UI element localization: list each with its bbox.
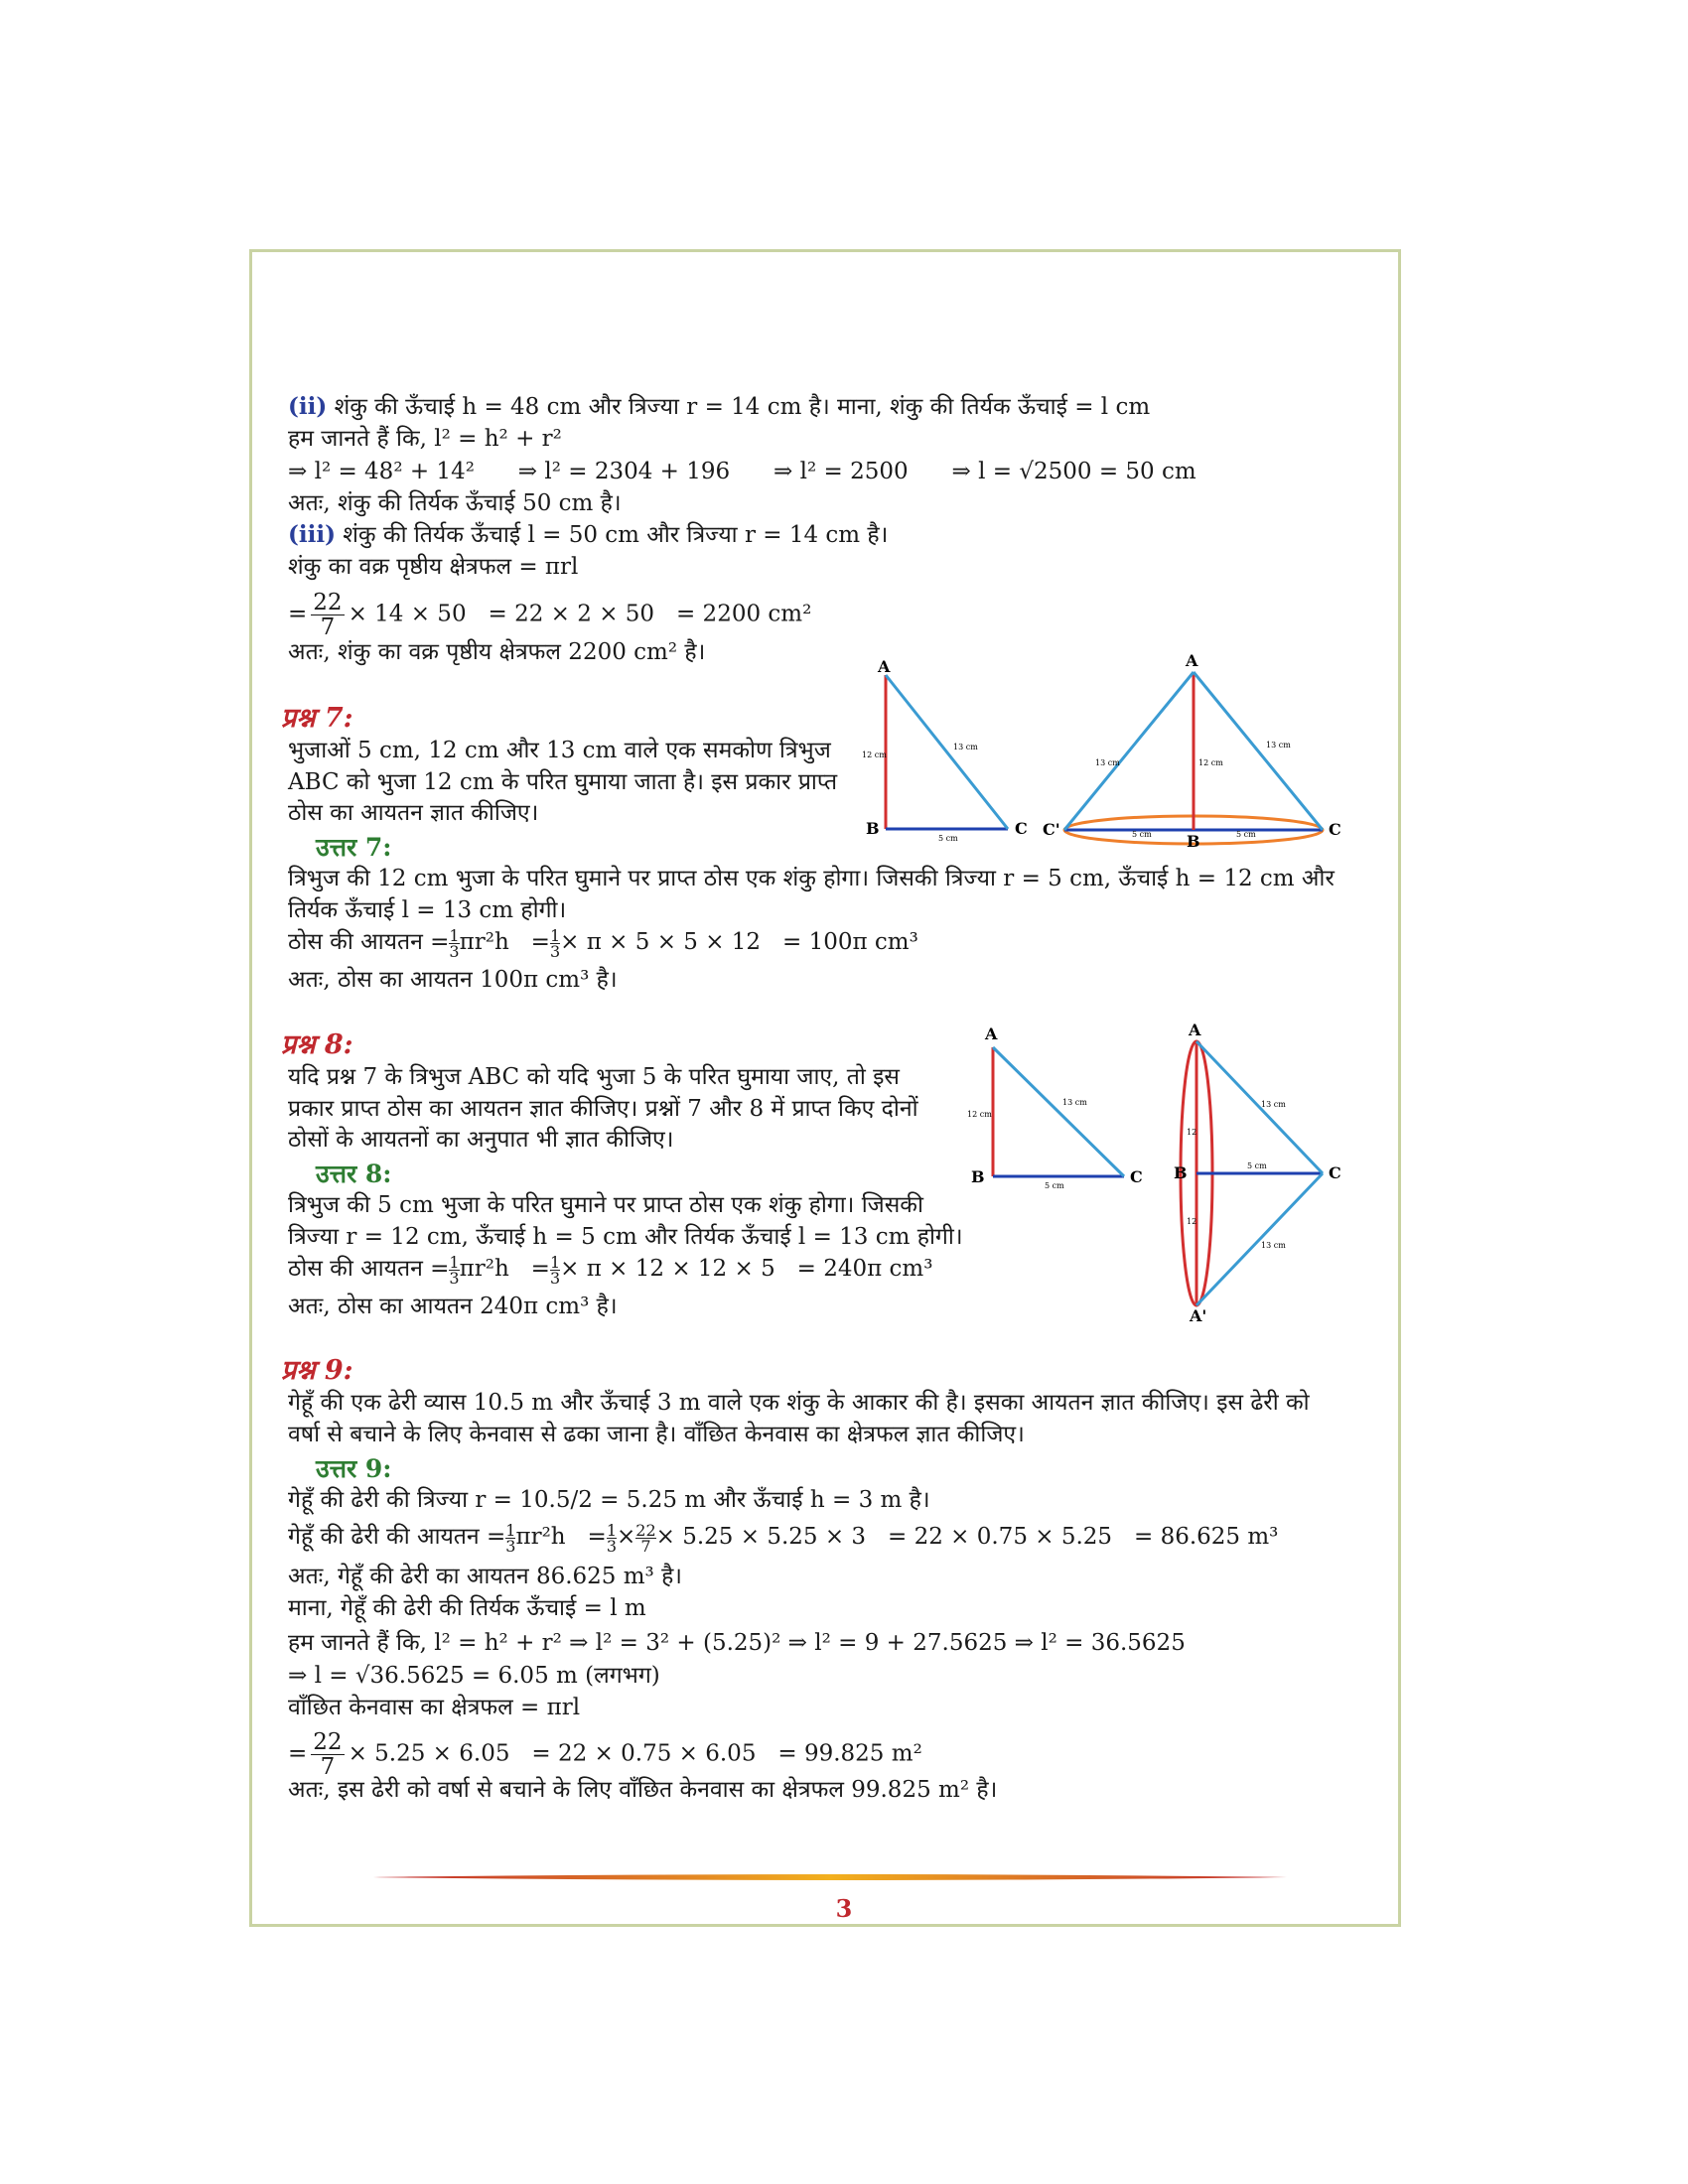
question-7-heading: प्रश्न 7: <box>281 703 353 734</box>
svg-text:12 cm: 12 cm <box>967 1110 992 1119</box>
formula-line: हम जानते हैं कि, l² = h² + r² <box>288 426 562 452</box>
svg-text:C: C <box>1329 820 1341 839</box>
q9-text-2: वर्षा से बचाने के लिए केनवास से ढका जाना है। वाँछित केनवास का क्षेत्रफल ज्ञात कीजिए। <box>288 1422 1025 1447</box>
a9-pythagoras: हम जानते हैं कि, l² = h² + r² ⇒ l² = 3² + (5.25)² ⇒ l² = 9 + 27.5625 ⇒ l² = 36.5625 <box>288 1630 1186 1656</box>
footer-rule <box>373 1872 1287 1882</box>
answer-8-heading: उत्तर 8: <box>316 1160 392 1188</box>
question-8-heading: प्रश्न 8: <box>281 1029 353 1060</box>
a8-conclusion: अतः, ठोस का आयतन 240π cm³ है। <box>288 1294 618 1319</box>
a7-conclusion: अतः, ठोस का आयतन 100π cm³ है। <box>288 967 618 993</box>
svg-text:B: B <box>866 819 880 838</box>
q7-text-3: ठोस का आयतन ज्ञात कीजिए। <box>288 800 539 826</box>
conclusion-line: अतः, शंकु की तिर्यक ऊँचाई 50 cm है। <box>288 490 622 516</box>
svg-text:13 cm: 13 cm <box>1095 758 1120 767</box>
svg-text:5 cm: 5 cm <box>1132 830 1152 839</box>
question-9-heading: प्रश्न 9: <box>281 1355 353 1386</box>
part-iii-text: शंकु की तिर्यक ऊँचाई l = 50 cm और त्रिज्या r = 14 cm है। <box>343 522 889 548</box>
svg-text:5 cm: 5 cm <box>1236 830 1256 839</box>
answer-7-heading: उत्तर 7: <box>316 833 392 862</box>
a7-volume: ठोस की आयतन = $\frac{1}{3}$ πr²h = $\frac{1}{3}$ × π × 5 × 5 × 12 = 100π cm³ <box>288 925 918 961</box>
q7-left-label-a: A <box>878 657 891 676</box>
svg-text:B: B <box>1174 1163 1188 1182</box>
a9-area-calc: = $\frac{22}{7}$ × 5.25 × 6.05 = 22 × 0.75 × 6.05 = 99.825 m² <box>288 1729 922 1780</box>
a8-volume: ठोस की आयतन = $\frac{1}{3}$ πr²h = $\frac{1}{3}$ × π × 12 × 12 × 5 = 240π cm³ <box>288 1252 933 1288</box>
q9-text-1: गेहूँ की एक ढेरी व्यास 10.5 m और ऊँचाई 3 m वाले एक शंकु के आकार की है। इसका आयतन ज्ञात कीजिए। इस ढेरी को <box>288 1390 1310 1416</box>
svg-text:12 cm: 12 cm <box>1198 758 1223 767</box>
svg-text:B: B <box>971 1167 985 1186</box>
a9-volume: गेहूँ की ढेरी की आयतन = $\frac{1}{3}$ πr²h = $\frac{1}{3}$ × $\frac{22}{7}$ × 5.25 × 5.25 × 3 = 22 × 0.75 × 5.25 = 86.625 m³ <box>288 1520 1279 1556</box>
q8-text-1: यदि प्रश्न 7 के त्रिभुज ABC को यदि भुजा 5 के परित घुमाया जाए, तो इस <box>288 1064 900 1090</box>
a9-slant-result: ⇒ l = √36.5625 = 6.05 m (लगभग) <box>288 1663 660 1689</box>
a9-conclusion: अतः, इस ढेरी को वर्षा से बचाने के लिए वाँछित केनवास का क्षेत्रफल 99.825 m² है। <box>288 1777 998 1803</box>
page-number: 3 <box>835 1894 853 1923</box>
svg-text:13 cm: 13 cm <box>953 743 978 751</box>
svg-text:A: A <box>1186 651 1198 670</box>
svg-text:13 cm: 13 cm <box>1062 1098 1087 1107</box>
svg-text:C: C <box>1015 819 1028 838</box>
svg-text:A: A <box>985 1024 998 1043</box>
q8-text-2: प्रकार प्राप्त ठोस का आयतन ज्ञात कीजिए। प्रश्नों 7 और 8 में प्राप्त किए दोनों <box>288 1096 918 1122</box>
a9-slant-let: माना, गेहूँ की ढेरी की तिर्यक ऊँचाई = l m <box>288 1595 646 1621</box>
a9-radius: गेहूँ की ढेरी की त्रिज्या r = 10.5/2 = 5.25 m और ऊँचाई h = 3 m है। <box>288 1487 930 1513</box>
q7-figure <box>854 650 1370 849</box>
svg-text:12: 12 <box>1187 1217 1197 1226</box>
svg-text:5 cm: 5 cm <box>1045 1181 1064 1190</box>
csa-calc: = $\frac{22}{7}$ × 14 × 50 = 22 × 2 × 50 = 2200 cm² <box>288 590 812 640</box>
q8-text-3: ठोसों के आयतनों का अनुपात भी ज्ञात कीजिए। <box>288 1127 674 1153</box>
a9-volume-conclusion: अतः, गेहूँ की ढेरी का आयतन 86.625 m³ है। <box>288 1564 683 1589</box>
answer-9-heading: उत्तर 9: <box>316 1454 392 1483</box>
svg-text:C: C <box>1130 1167 1143 1186</box>
a9-area-formula: वाँछित केनवास का क्षेत्रफल = πrl <box>288 1695 581 1720</box>
part-ii-text: शंकु की ऊँचाई h = 48 cm और त्रिज्या r = 14 cm है। माना, शंकु की तिर्यक ऊँचाई = l cm <box>334 394 1151 420</box>
csa-formula: शंकु का वक्र पृष्ठीय क्षेत्रफल = πrl <box>288 554 579 580</box>
svg-text:A': A' <box>1190 1306 1207 1325</box>
q8-figure <box>963 1018 1380 1325</box>
svg-text:13 cm: 13 cm <box>1261 1241 1286 1250</box>
svg-text:5 cm: 5 cm <box>938 834 958 843</box>
svg-text:C: C <box>1329 1163 1341 1182</box>
part-ii-label: (ii) <box>288 393 328 420</box>
a7-text-1: त्रिभुज की 12 cm भुजा के परित घुमाने पर प्राप्त ठोस एक शंकु होगा। जिसकी त्रिज्या r = 5 cm, ऊँचाई h = 12 cm और <box>288 866 1335 891</box>
line-ii <box>288 392 1150 422</box>
svg-text:12: 12 <box>1187 1128 1197 1137</box>
q7-text-2: ABC को भुजा 12 cm के परित घुमाया जाता है। इस प्रकार प्राप्त <box>288 769 838 795</box>
a7-text-2: तिर्यक ऊँचाई l = 13 cm होगी। <box>288 897 567 923</box>
calc-line: ⇒ l² = 48² + 14² ⇒ l² = 2304 + 196 ⇒ l² = 2500 ⇒ l = √2500 = 50 cm <box>288 459 1196 484</box>
svg-text:5 cm: 5 cm <box>1247 1161 1267 1170</box>
svg-text:12 cm: 12 cm <box>862 751 887 759</box>
svg-text:13 cm: 13 cm <box>1266 741 1291 750</box>
svg-text:13 cm: 13 cm <box>1261 1100 1286 1109</box>
svg-text:C': C' <box>1043 820 1060 839</box>
svg-text:A: A <box>1189 1021 1201 1039</box>
svg-text:B: B <box>1187 832 1200 851</box>
csa-conclusion: अतः, शंकु का वक्र पृष्ठीय क्षेत्रफल 2200 cm² है। <box>288 639 706 665</box>
a8-text-1: त्रिभुज की 5 cm भुजा के परित घुमाने पर प्राप्त ठोस एक शंकु होगा। जिसकी <box>288 1192 923 1218</box>
part-iii-label: (iii) <box>288 521 336 548</box>
a8-text-2: त्रिज्या r = 12 cm, ऊँचाई h = 5 cm और तिर्यक ऊँचाई l = 13 cm होगी। <box>288 1224 963 1250</box>
q7-text-1: भुजाओं 5 cm, 12 cm और 13 cm वाले एक समकोण त्रिभुज <box>288 738 831 763</box>
